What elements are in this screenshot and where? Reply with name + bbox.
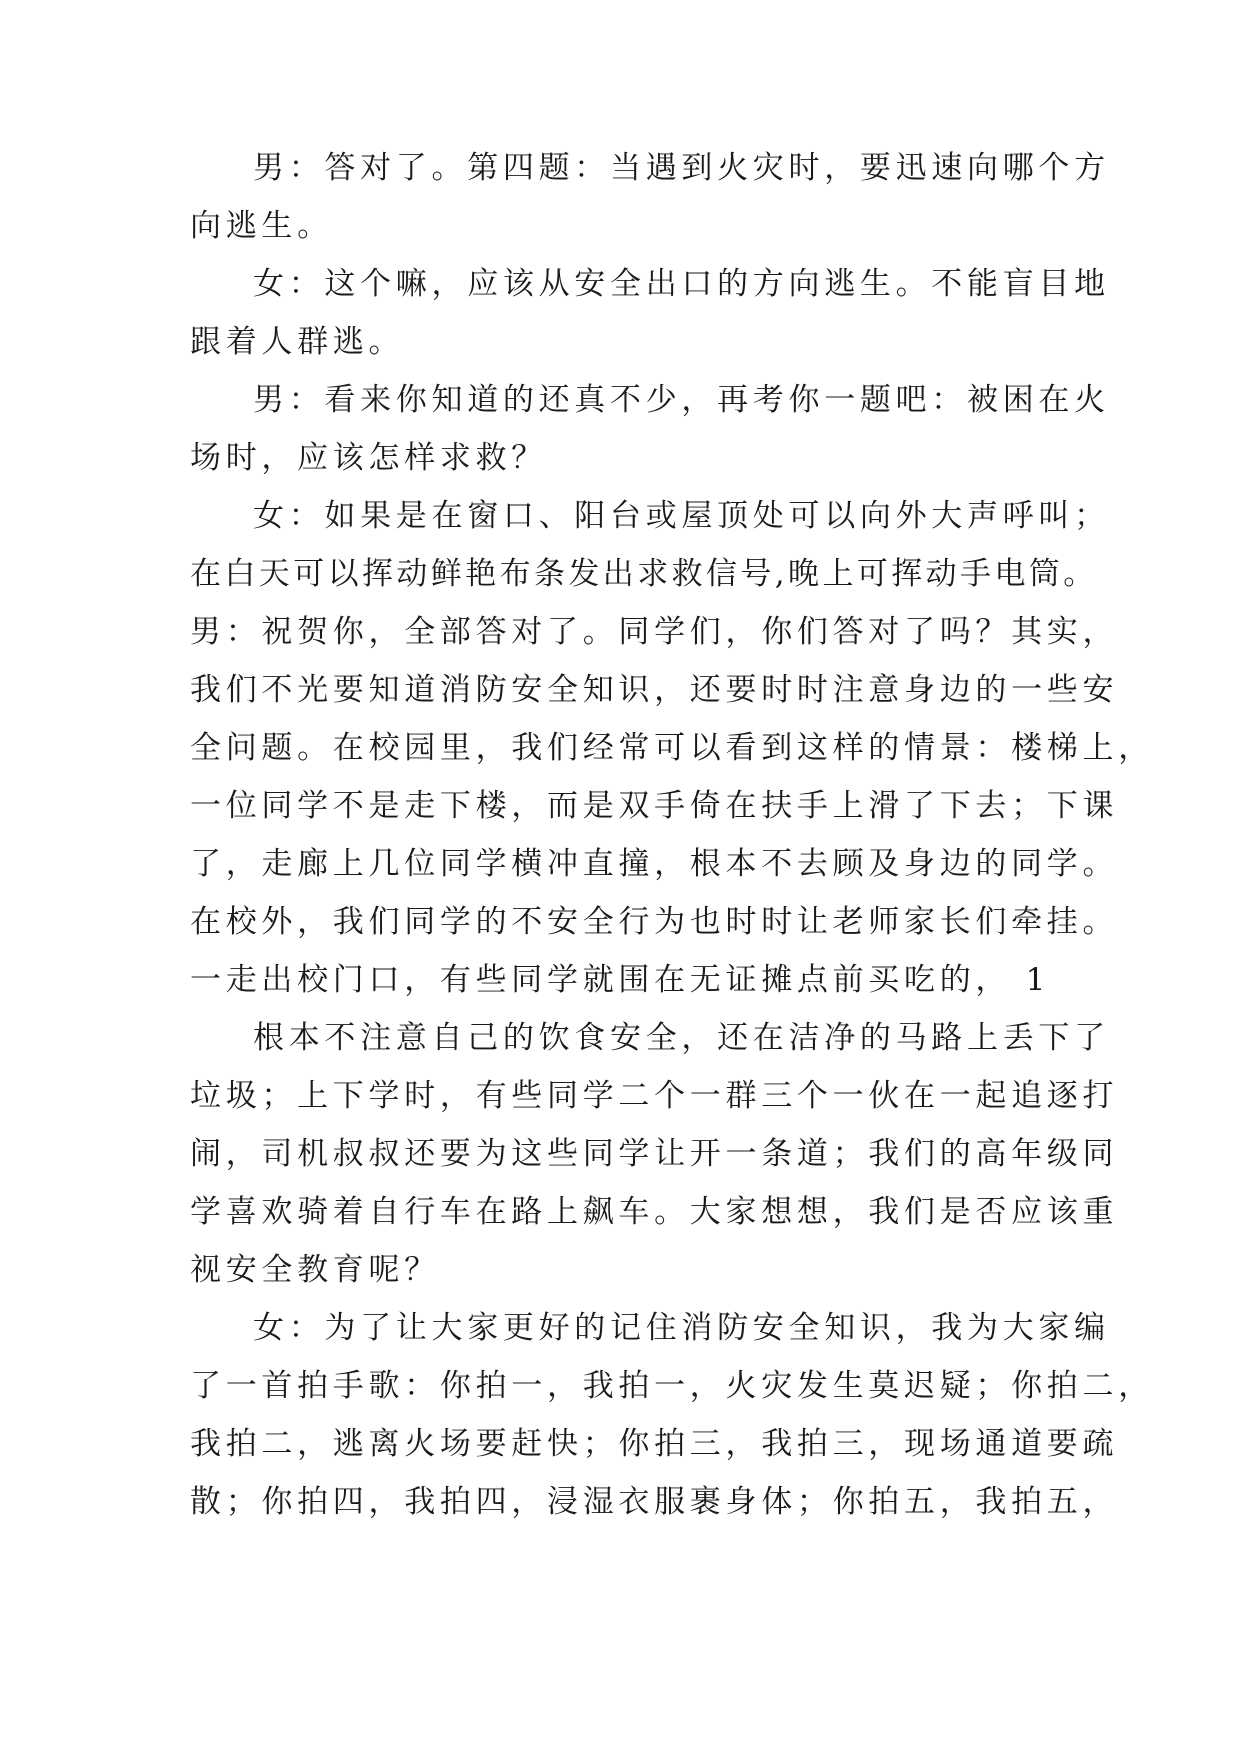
text-line: 垃圾；上下学时，有些同学二个一群三个一伙在一起追逐打 <box>190 1078 1119 1114</box>
text-line: 闹，司机叔叔还要为这些同学让开一条道；我们的高年级同 <box>190 1136 1119 1172</box>
text-line: 视安全教育呢？ <box>190 1252 440 1288</box>
text-line: 学喜欢骑着自行车在路上飙车。大家想想，我们是否应该重 <box>190 1194 1119 1230</box>
text-line: 跟着人群逃。 <box>190 324 405 360</box>
text-line: 女：这个嘛，应该从安全出口的方向逃生。不能盲目地 <box>253 266 1110 302</box>
text-line: 一走出校门口，有些同学就围在无证摊点前买吃的， 1 <box>190 962 1051 998</box>
text-line: 场时，应该怎样求救？ <box>190 440 547 476</box>
text-line: 根本不注意自己的饮食安全，还在洁净的马路上丢下了 <box>253 1020 1110 1056</box>
text-line: 女：为了让大家更好的记住消防安全知识，我为大家编 <box>253 1310 1110 1346</box>
text-line: 男：答对了。第四题：当遇到火灾时，要迅速向哪个方 <box>253 150 1110 186</box>
text-line: 我们不光要知道消防安全知识，还要时时注意身边的一些安 <box>190 672 1119 708</box>
text-line: 男：看来你知道的还真不少，再考你一题吧：被困在火 <box>253 382 1110 418</box>
text-line: 散；你拍四，我拍四，浸湿衣服裹身体；你拍五，我拍五， <box>190 1484 1119 1520</box>
text-line: 了，走廊上几位同学横冲直撞，根本不去顾及身边的同学。 <box>190 846 1119 882</box>
text-line: 向逃生。 <box>190 208 333 244</box>
text-line: 在白天可以挥动鲜艳布条发出求救信号,晚上可挥动手电筒。 <box>190 556 1098 592</box>
text-line: 我拍二，逃离火场要赶快；你拍三，我拍三，现场通道要疏 <box>190 1426 1119 1462</box>
text-line: 全问题。在校园里，我们经常可以看到这样的情景：楼梯上， <box>190 730 1154 766</box>
text-line: 了一首拍手歌：你拍一，我拍一，火灾发生莫迟疑；你拍二， <box>190 1368 1154 1404</box>
text-line: 男：祝贺你，全部答对了。同学们，你们答对了吗？其实， <box>190 614 1119 650</box>
text-line: 一位同学不是走下楼，而是双手倚在扶手上滑了下去；下课 <box>190 788 1119 824</box>
text-line: 女：如果是在窗口、阳台或屋顶处可以向外大声呼叫； <box>253 498 1110 534</box>
text-line: 在校外，我们同学的不安全行为也时时让老师家长们牵挂。 <box>190 904 1119 940</box>
